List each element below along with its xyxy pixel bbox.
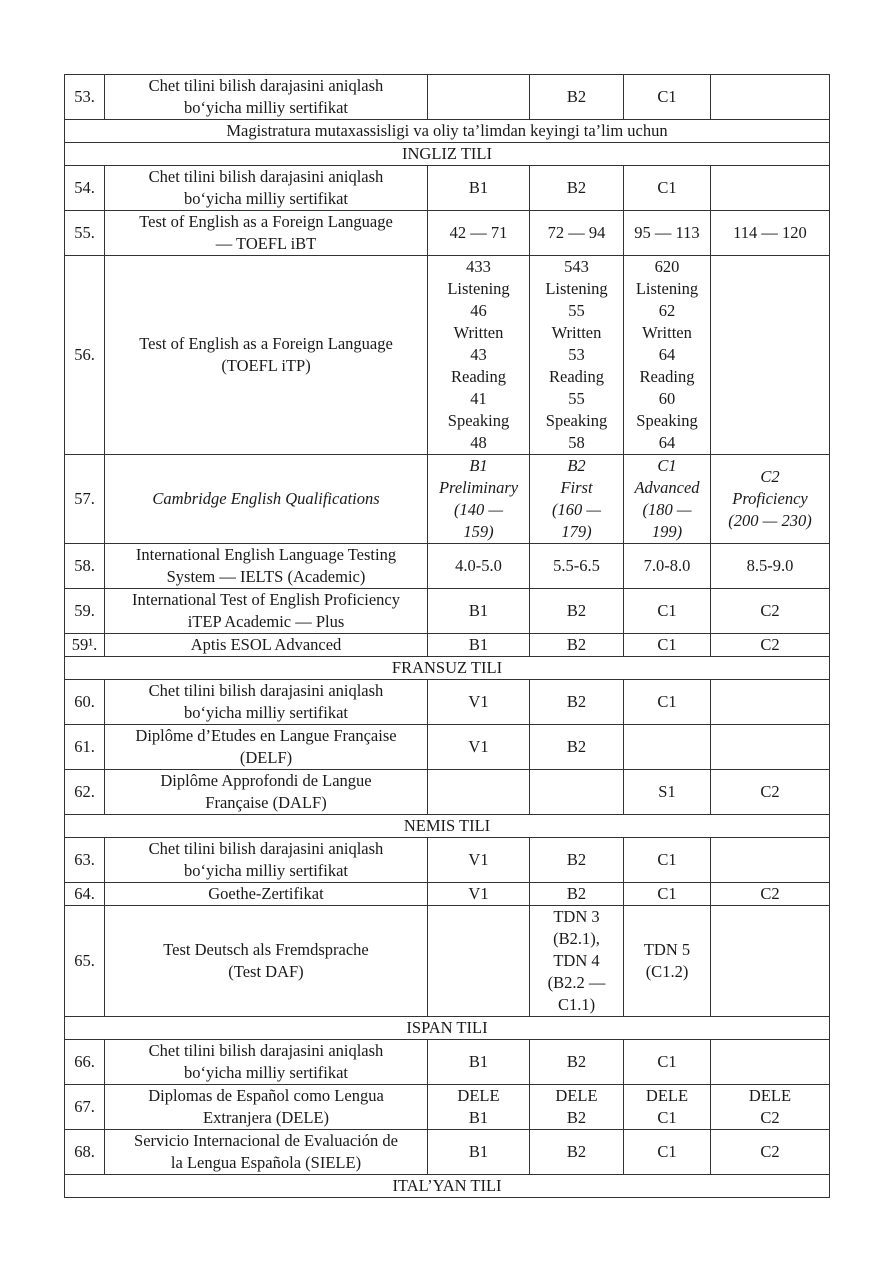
certificate-name-text: Goethe-Zertifikat bbox=[208, 884, 324, 903]
level-value: C1 bbox=[657, 884, 677, 903]
level-value: C1 bbox=[657, 692, 677, 711]
level-cell-1 bbox=[428, 906, 530, 1017]
level-cell-3 bbox=[624, 883, 711, 906]
row-number: 56. bbox=[65, 256, 105, 455]
level-cell-3 bbox=[624, 838, 711, 883]
level-cell-3 bbox=[624, 544, 711, 589]
level-value: C2 bbox=[760, 884, 780, 903]
level-value: 72 — 94 bbox=[547, 223, 606, 242]
level-value: 42 — 71 bbox=[449, 223, 508, 242]
level-cell-3 bbox=[624, 1130, 711, 1175]
table-row bbox=[65, 1040, 830, 1085]
level-cell-4 bbox=[711, 211, 830, 256]
level-cell-1 bbox=[428, 75, 530, 120]
certificate-name-text: International English Language Testing System — IELTS (Academic) bbox=[135, 545, 397, 586]
table-row bbox=[65, 455, 830, 544]
certificate-name-text: Diplôme Approfondi de Langue Française (DALF) bbox=[160, 771, 372, 812]
level-value: B2 bbox=[566, 692, 587, 711]
section-header-row bbox=[65, 1017, 830, 1040]
certificate-name-text: Chet tilini bilish darajasini aniqlash bo‘yicha milliy sertifikat bbox=[148, 681, 384, 722]
level-value: V1 bbox=[468, 850, 489, 869]
certificate-name-text: Cambridge English Qualifications bbox=[152, 489, 380, 508]
section-title: FRANSUZ TILI bbox=[65, 657, 830, 680]
level-cell-2 bbox=[530, 906, 624, 1017]
row-number: 65. bbox=[65, 906, 105, 1017]
table-row bbox=[65, 1085, 830, 1130]
level-cell-3 bbox=[624, 1040, 711, 1085]
level-cell-1 bbox=[428, 1040, 530, 1085]
level-value: 433 Listening 46 Written 43 Reading 41 Speaking 48 bbox=[447, 257, 510, 452]
level-cell-1 bbox=[428, 725, 530, 770]
certificate-name bbox=[105, 544, 428, 589]
level-cell-4 bbox=[711, 1085, 830, 1130]
level-cell-2 bbox=[530, 725, 624, 770]
level-value: C2 Proficiency (200 — 230) bbox=[728, 467, 812, 530]
level-value: B1 bbox=[468, 1052, 489, 1071]
certificate-name bbox=[105, 634, 428, 657]
row-number: 59. bbox=[65, 589, 105, 634]
level-value: 620 Listening 62 Written 64 Reading 60 Speaking 64 bbox=[635, 257, 699, 452]
certificate-name-text: Test of English as a Foreign Language (TOEFL iTP) bbox=[139, 334, 393, 375]
level-value: C1 bbox=[657, 1052, 677, 1071]
level-value: V1 bbox=[468, 692, 489, 711]
level-cell-2 bbox=[530, 883, 624, 906]
level-cell-2 bbox=[530, 166, 624, 211]
level-value: 4.0-5.0 bbox=[455, 556, 502, 575]
level-cell-2 bbox=[530, 1130, 624, 1175]
level-value: B1 bbox=[468, 178, 489, 197]
certificate-name-text: Aptis ESOL Advanced bbox=[190, 635, 342, 654]
row-number: 54. bbox=[65, 166, 105, 211]
level-cell-4 bbox=[711, 455, 830, 544]
row-number: 66. bbox=[65, 1040, 105, 1085]
level-value: B2 bbox=[566, 1052, 587, 1071]
table-row bbox=[65, 725, 830, 770]
level-value: B1 bbox=[468, 635, 489, 654]
certificate-name bbox=[105, 211, 428, 256]
table-row bbox=[65, 634, 830, 657]
table-row bbox=[65, 256, 830, 455]
level-cell-4 bbox=[711, 544, 830, 589]
level-cell-3 bbox=[624, 166, 711, 211]
level-cell-1 bbox=[428, 455, 530, 544]
level-cell-1 bbox=[428, 211, 530, 256]
level-cell-2 bbox=[530, 634, 624, 657]
level-cell-2 bbox=[530, 838, 624, 883]
level-cell-4 bbox=[711, 725, 830, 770]
level-cell-1 bbox=[428, 1085, 530, 1130]
section-title: ITAL’YAN TILI bbox=[65, 1175, 830, 1198]
certificate-name-text: Chet tilini bilish darajasini aniqlash bo‘yicha milliy sertifikat bbox=[148, 76, 384, 117]
level-cell-4 bbox=[711, 634, 830, 657]
level-value: B2 bbox=[566, 87, 587, 106]
certificate-name bbox=[105, 680, 428, 725]
level-cell-4 bbox=[711, 838, 830, 883]
table-row bbox=[65, 166, 830, 211]
level-value: 114 — 120 bbox=[733, 223, 807, 242]
certificate-equivalence-table bbox=[64, 74, 830, 1198]
level-value: C2 bbox=[760, 635, 780, 654]
level-cell-1 bbox=[428, 634, 530, 657]
row-number: 64. bbox=[65, 883, 105, 906]
level-value: B2 bbox=[566, 737, 587, 756]
level-value: TDN 5 (C1.2) bbox=[643, 940, 691, 981]
level-value: B2 bbox=[566, 601, 587, 620]
certificate-name bbox=[105, 838, 428, 883]
level-value: B2 bbox=[566, 884, 587, 903]
level-value: C1 bbox=[657, 850, 677, 869]
level-value: DELE B2 bbox=[555, 1086, 598, 1127]
level-cell-2 bbox=[530, 75, 624, 120]
level-cell-4 bbox=[711, 770, 830, 815]
level-cell-2 bbox=[530, 256, 624, 455]
level-cell-2 bbox=[530, 770, 624, 815]
certificate-name bbox=[105, 1040, 428, 1085]
certificate-name bbox=[105, 455, 428, 544]
level-cell-3 bbox=[624, 770, 711, 815]
certificate-name-text: International Test of English Proficiency iTEP Academic — Plus bbox=[132, 590, 400, 631]
section-header-row bbox=[65, 1175, 830, 1198]
level-value: 543 Listening 55 Written 53 Reading 55 Speaking 58 bbox=[545, 257, 608, 452]
row-number: 63. bbox=[65, 838, 105, 883]
section-title: Magistratura mutaxassisligi va oliy ta’limdan keyingi ta’lim uchun bbox=[65, 120, 830, 143]
table-body bbox=[65, 75, 830, 1198]
certificate-name bbox=[105, 589, 428, 634]
level-value: V1 bbox=[468, 884, 489, 903]
level-value: C1 bbox=[657, 178, 677, 197]
level-cell-2 bbox=[530, 544, 624, 589]
level-cell-2 bbox=[530, 1085, 624, 1130]
table-row bbox=[65, 1130, 830, 1175]
level-cell-2 bbox=[530, 211, 624, 256]
level-value: B1 bbox=[468, 1142, 489, 1161]
level-cell-1 bbox=[428, 770, 530, 815]
section-header-row bbox=[65, 143, 830, 166]
level-value: C1 Advanced (180 — 199) bbox=[634, 456, 700, 541]
certificate-name bbox=[105, 883, 428, 906]
level-cell-1 bbox=[428, 680, 530, 725]
table-row bbox=[65, 589, 830, 634]
level-cell-1 bbox=[428, 544, 530, 589]
certificate-name bbox=[105, 906, 428, 1017]
level-cell-3 bbox=[624, 589, 711, 634]
certificate-name-text: Chet tilini bilish darajasini aniqlash bo‘yicha milliy sertifikat bbox=[148, 167, 384, 208]
row-number: 62. bbox=[65, 770, 105, 815]
level-cell-2 bbox=[530, 589, 624, 634]
level-cell-2 bbox=[530, 1040, 624, 1085]
level-value: 7.0-8.0 bbox=[643, 556, 691, 575]
certificate-name bbox=[105, 75, 428, 120]
table-row bbox=[65, 883, 830, 906]
level-value: DELE C1 bbox=[645, 1086, 689, 1127]
row-number: 67. bbox=[65, 1085, 105, 1130]
level-value: C1 bbox=[657, 601, 677, 620]
section-header-row bbox=[65, 657, 830, 680]
certificate-name bbox=[105, 1085, 428, 1130]
level-cell-4 bbox=[711, 906, 830, 1017]
level-value: C1 bbox=[657, 635, 677, 654]
level-cell-3 bbox=[624, 1085, 711, 1130]
level-cell-3 bbox=[624, 211, 711, 256]
level-cell-3 bbox=[624, 634, 711, 657]
level-value: B2 bbox=[566, 1142, 587, 1161]
level-cell-4 bbox=[711, 589, 830, 634]
level-value: S1 bbox=[658, 782, 676, 801]
level-cell-3 bbox=[624, 75, 711, 120]
row-number: 55. bbox=[65, 211, 105, 256]
level-value: B1 bbox=[468, 601, 489, 620]
row-number: 57. bbox=[65, 455, 105, 544]
level-value: C2 bbox=[760, 601, 780, 620]
row-number: 58. bbox=[65, 544, 105, 589]
certificate-name bbox=[105, 166, 428, 211]
table-row bbox=[65, 770, 830, 815]
certificate-name bbox=[105, 725, 428, 770]
table-row bbox=[65, 211, 830, 256]
certificate-name-text: Test of English as a Foreign Language — TOEFL iBT bbox=[139, 212, 393, 253]
level-cell-4 bbox=[711, 1040, 830, 1085]
level-value: 8.5-9.0 bbox=[746, 556, 794, 575]
level-cell-1 bbox=[428, 256, 530, 455]
row-number: 53. bbox=[65, 75, 105, 120]
level-value: C2 bbox=[760, 1142, 780, 1161]
certificate-name-text: Diplôme d’Etudes en Langue Française (DELF) bbox=[135, 726, 397, 767]
certificate-name-text: Chet tilini bilish darajasini aniqlash bo‘yicha milliy sertifikat bbox=[148, 1041, 384, 1082]
table-row bbox=[65, 838, 830, 883]
level-value: 95 — 113 bbox=[634, 223, 700, 242]
row-number: 59¹. bbox=[65, 634, 105, 657]
certificate-name-text: Test Deutsch als Fremdsprache (Test DAF) bbox=[163, 940, 369, 981]
level-cell-4 bbox=[711, 75, 830, 120]
level-cell-4 bbox=[711, 1130, 830, 1175]
level-cell-3 bbox=[624, 725, 711, 770]
level-cell-1 bbox=[428, 883, 530, 906]
level-value: B2 bbox=[566, 850, 587, 869]
level-value: V1 bbox=[468, 737, 489, 756]
row-number: 68. bbox=[65, 1130, 105, 1175]
level-cell-3 bbox=[624, 680, 711, 725]
table-row bbox=[65, 544, 830, 589]
section-header-row bbox=[65, 815, 830, 838]
section-title: INGLIZ TILI bbox=[65, 143, 830, 166]
level-value: C1 bbox=[657, 1142, 677, 1161]
level-cell-4 bbox=[711, 166, 830, 211]
table-row bbox=[65, 75, 830, 120]
level-value: 5.5-6.5 bbox=[553, 556, 600, 575]
level-value: C1 bbox=[657, 87, 677, 106]
level-value: B2 First (160 — 179) bbox=[551, 456, 602, 541]
level-value: TDN 3 (B2.1), TDN 4 (B2.2 — C1.1) bbox=[547, 907, 606, 1014]
level-cell-1 bbox=[428, 589, 530, 634]
certificate-name bbox=[105, 256, 428, 455]
certificate-name-text: Diplomas de Español como Lengua Extranjera (DELE) bbox=[148, 1086, 384, 1127]
level-value: C2 bbox=[760, 782, 780, 801]
level-cell-1 bbox=[428, 166, 530, 211]
level-cell-3 bbox=[624, 455, 711, 544]
certificate-name bbox=[105, 1130, 428, 1175]
certificate-name-text: Chet tilini bilish darajasini aniqlash bo‘yicha milliy sertifikat bbox=[148, 839, 384, 880]
level-cell-2 bbox=[530, 455, 624, 544]
level-value: B2 bbox=[566, 178, 587, 197]
table-row bbox=[65, 906, 830, 1017]
level-cell-4 bbox=[711, 883, 830, 906]
certificate-name bbox=[105, 770, 428, 815]
level-cell-4 bbox=[711, 256, 830, 455]
level-cell-1 bbox=[428, 838, 530, 883]
level-cell-3 bbox=[624, 906, 711, 1017]
level-value: DELE C2 bbox=[748, 1086, 792, 1127]
section-header-row bbox=[65, 120, 830, 143]
section-title: NEMIS TILI bbox=[65, 815, 830, 838]
table-row bbox=[65, 680, 830, 725]
certificate-name-text: Servicio Internacional de Evaluación de la Lengua Española (SIELE) bbox=[134, 1131, 398, 1172]
row-number: 61. bbox=[65, 725, 105, 770]
level-value: B1 Preliminary (140 — 159) bbox=[438, 456, 519, 541]
row-number: 60. bbox=[65, 680, 105, 725]
level-cell-1 bbox=[428, 1130, 530, 1175]
section-title: ISPAN TILI bbox=[65, 1017, 830, 1040]
level-value: DELE B1 bbox=[457, 1086, 500, 1127]
level-cell-2 bbox=[530, 680, 624, 725]
level-value: B2 bbox=[566, 635, 587, 654]
level-cell-4 bbox=[711, 680, 830, 725]
level-cell-3 bbox=[624, 256, 711, 455]
